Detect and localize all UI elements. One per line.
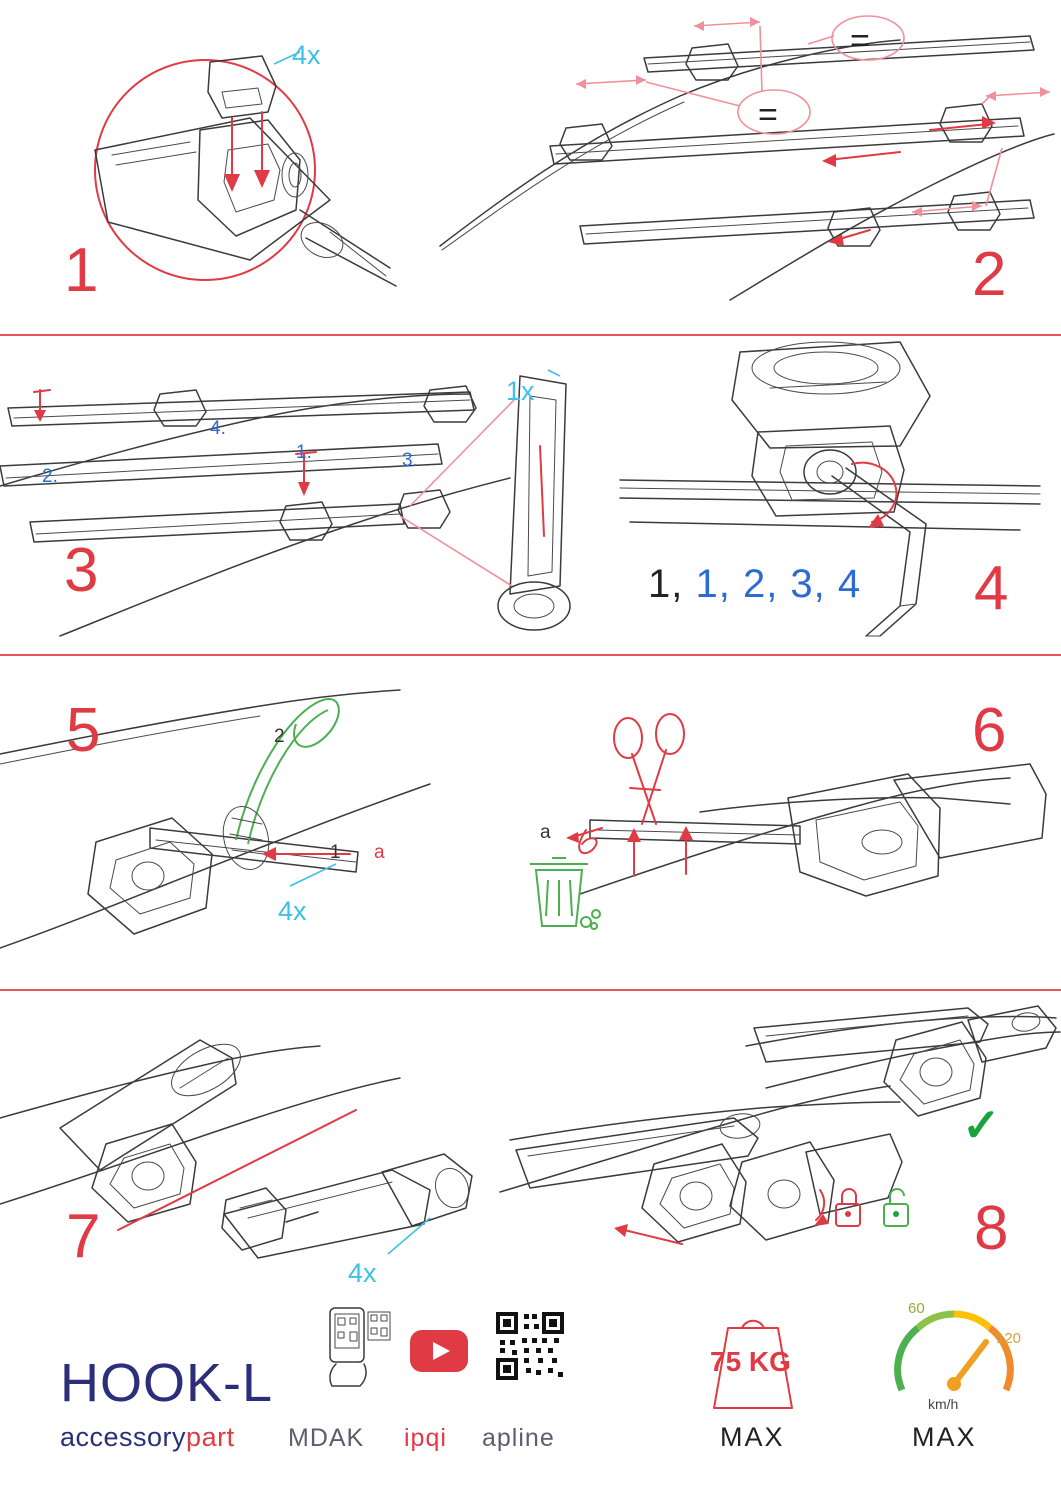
brand-prefix: accessory <box>60 1422 187 1452</box>
step-2-number: 2 <box>972 240 1008 309</box>
partner-apline <box>482 1424 555 1453</box>
step-3-order-1: 1. <box>296 442 312 463</box>
speed-limit-caption: MAX <box>912 1422 977 1452</box>
step-4-sequence-values: 1, 2, 3, 4 <box>695 562 862 606</box>
partner-mdak: MDAK <box>288 1424 365 1452</box>
youtube-icon[interactable] <box>410 1330 468 1372</box>
step-8-number: 8 <box>974 1194 1010 1263</box>
step-3-order-2: 2. <box>42 466 58 487</box>
step-3-order-3: 3. <box>402 450 418 471</box>
brand-suffix: part <box>186 1422 235 1452</box>
step-3-order-4: 4. <box>210 418 226 439</box>
step-4-number: 4 <box>974 554 1010 623</box>
step-6-number: 6 <box>972 696 1008 765</box>
qr-code-icon <box>494 1310 566 1382</box>
step-1-number: 1 <box>64 236 100 305</box>
step-3-number: 3 <box>64 536 100 605</box>
step-7-quantity-label: 4x <box>348 1258 377 1288</box>
company-brand <box>60 1422 235 1453</box>
speed-unit: km/h <box>928 1396 959 1412</box>
partner-ipqi: ipqi <box>404 1424 447 1452</box>
divider-2 <box>0 654 1061 656</box>
product-name: HOOK-L <box>60 1353 274 1413</box>
step-5-quantity-label: 4x <box>278 896 307 926</box>
step-4-tighten-sequence: 1, 1, 2, 3, 4 <box>648 562 862 606</box>
step-7-number: 7 <box>66 1202 102 1271</box>
divider-3 <box>0 989 1061 991</box>
step-5-order-1: 1 <box>330 842 341 863</box>
step-1-quantity-label: 4x <box>292 40 321 70</box>
step-5-order-2: 2 <box>274 726 285 747</box>
speed-tick-60: 60 <box>908 1300 925 1317</box>
weight-limit-value: 75 KG <box>710 1346 791 1377</box>
partner-apline-label: apline <box>482 1424 555 1452</box>
step-8-ok-check: ✓ <box>962 1099 1001 1151</box>
qr-phone-scan-icon <box>324 1306 394 1390</box>
weight-limit-caption: MAX <box>720 1422 785 1452</box>
step-2-illustration <box>430 0 1061 334</box>
step-3-quantity-label: 1x <box>506 376 535 406</box>
step-2-equal-marker-2: = <box>758 96 778 134</box>
step-5-number: 5 <box>66 696 102 765</box>
step-6-part-ref-a: a <box>540 822 551 843</box>
step-5-part-ref-a: a <box>374 842 385 863</box>
speed-tick-120: 120 <box>996 1330 1022 1347</box>
step-2-equal-marker-1: = <box>850 22 870 60</box>
